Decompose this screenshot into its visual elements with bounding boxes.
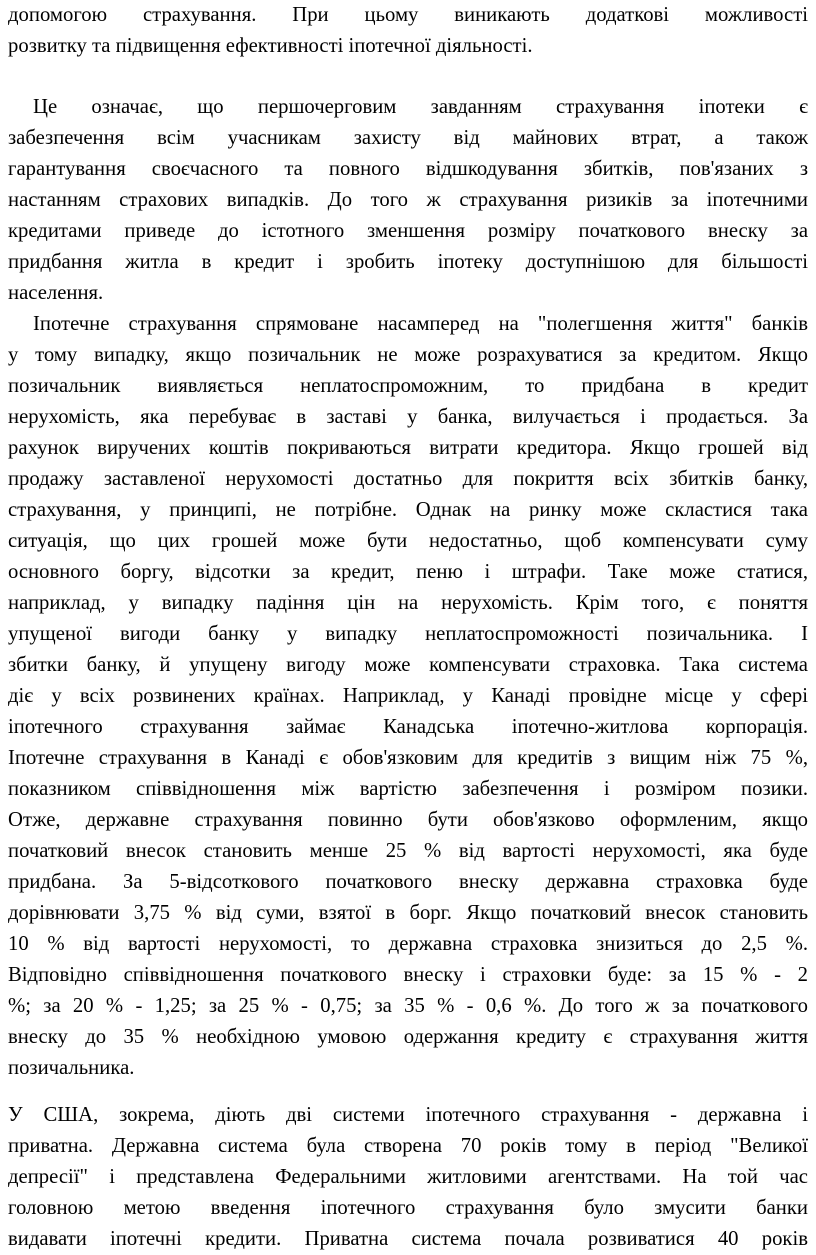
text-line: забезпечення всім учасникам захисту від майнових втрат, а також xyxy=(8,127,808,149)
text-line: ситуація, що цих грошей може бути недостатньо, щоб компенсувати суму xyxy=(8,530,808,552)
text-line: внеску до 35 % необхідною умовою одержання кредиту є страхування життя xyxy=(8,1026,808,1048)
text-line: позичальник виявляється неплатоспроможним, то придбана в кредит xyxy=(8,375,808,397)
text-line: позичальника. xyxy=(8,1057,135,1079)
text-line: нерухомість, яка перебуває в заставі у банка, вилучається і продається. За xyxy=(8,406,808,428)
text-line: страхування, у принципі, не потрібне. Однак на ринку може скластися така xyxy=(8,499,808,521)
text-line: населення. xyxy=(8,282,104,304)
text-line: У США, зокрема, діють дві системи іпотечного страхування - державна і xyxy=(8,1104,808,1126)
text-line: Іпотечне страхування в Канаді є обов'язковим для кредитів з вищим ніж 75 %, xyxy=(8,747,808,769)
text-line: упущеної вигоди банку у випадку неплатоспроможності позичальника. І xyxy=(8,623,808,645)
text-line: рахунок виручених коштів покриваються витрати кредитора. Якщо грошей від xyxy=(8,437,808,459)
text-line: Відповідно співвідношення початкового внеску і страховки буде: за 15 % - 2 xyxy=(8,964,808,986)
text-line: розвитку та підвищення ефективності іпотечної діяльності. xyxy=(8,35,533,57)
text-line: видавати іпотечні кредити. Приватна система почала розвиватися 40 років xyxy=(8,1228,808,1250)
text-line: %; за 20 % - 1,25; за 25 % - 0,75; за 35 % - 0,6 %. До того ж за початкового xyxy=(8,995,808,1017)
text-line: приватна. Державна система була створена 70 років тому в період "Великої xyxy=(8,1135,808,1157)
text-line: 10 % від вартості нерухомості, то державна страховка знизиться до 2,5 %. xyxy=(8,933,808,955)
text-line: наприклад, у випадку падіння цін на нерухомість. Крім того, є поняття xyxy=(8,592,808,614)
text-line: настанням страхових випадків. До того ж страхування ризиків за іпотечними xyxy=(8,189,808,211)
text-line: придбана. За 5-відсоткового початкового внеску державна страховка буде xyxy=(8,871,808,893)
text-line: у тому випадку, якщо позичальник не може розрахуватися за кредитом. Якщо xyxy=(8,344,808,366)
text-line: збитки банку, й упущену вигоду може компенсувати страховка. Така система xyxy=(8,654,808,676)
text-line: придбання житла в кредит і зробить іпотеку доступнішою для більшості xyxy=(8,251,808,273)
text-line: кредитами приведе до істотного зменшення розміру початкового внеску за xyxy=(8,220,808,242)
text-line: показником співвідношення між вартістю забезпечення і розміром позики. xyxy=(8,778,808,800)
text-line: головною метою введення іпотечного страхування було змусити банки xyxy=(8,1197,808,1219)
text-line: діє у всіх розвинених країнах. Наприклад, у Канаді провідне місце у сфері xyxy=(8,685,808,707)
text-line: іпотечного страхування займає Канадська іпотечно-житлова корпорація. xyxy=(8,716,808,738)
text-line: депресії" і представлена Федеральними житловими агентствами. На той час xyxy=(8,1166,808,1188)
text-line: Це означає, що першочерговим завданням страхування іпотеки є xyxy=(33,96,808,118)
text-line: продажу заставленої нерухомості достатньо для покриття всіх збитків банку, xyxy=(8,468,808,490)
text-line: гарантування своєчасного та повного відшкодування збитків, пов'язаних з xyxy=(8,158,808,180)
text-line: Іпотечне страхування спрямоване насамперед на "полегшення життя" банків xyxy=(33,313,808,335)
text-line: дорівнювати 3,75 % від суми, взятої в борг. Якщо початковий внесок становить xyxy=(8,902,808,924)
text-line: основного боргу, відсотки за кредит, пеню і штрафи. Таке може статися, xyxy=(8,561,808,583)
text-line: Отже, державне страхування повинно бути обов'язково оформленим, якщо xyxy=(8,809,808,831)
text-line: початковий внесок становить менше 25 % від вартості нерухомості, яка буде xyxy=(8,840,808,862)
text-line: допомогою страхування. При цьому виникають додаткові можливості xyxy=(8,4,808,26)
